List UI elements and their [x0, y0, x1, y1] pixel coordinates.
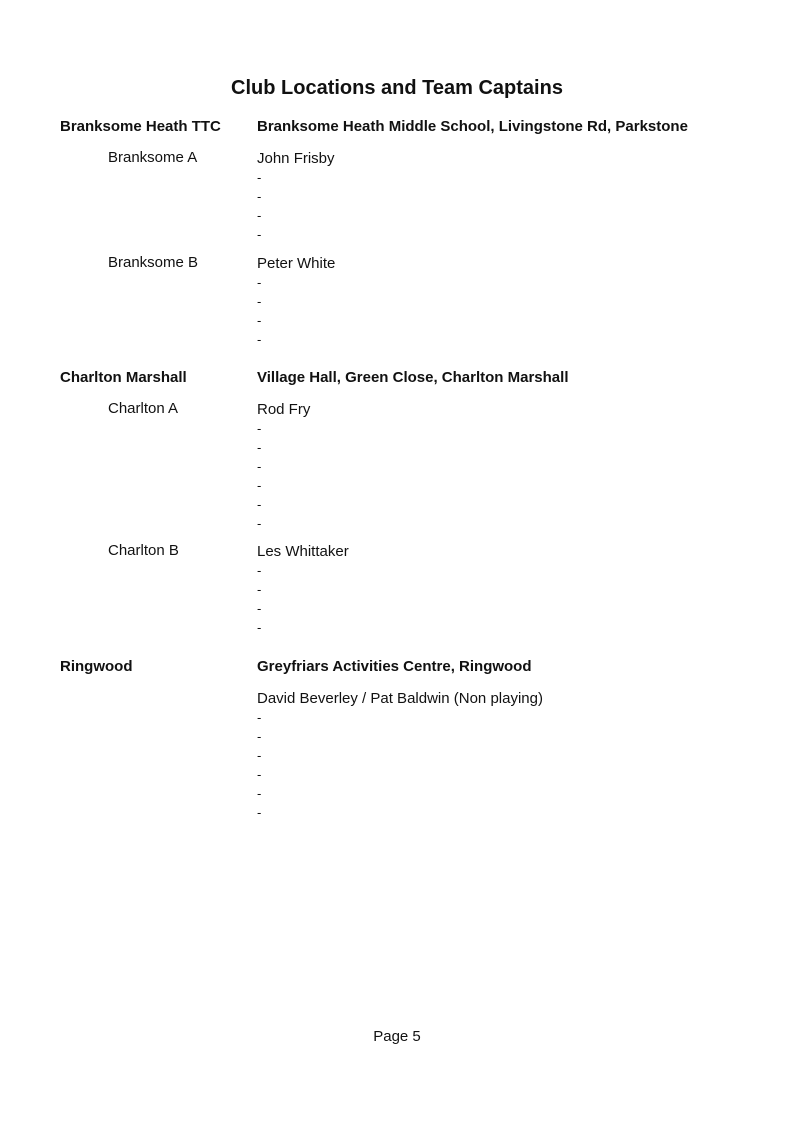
club-name: Charlton Marshall: [60, 369, 187, 386]
club-name: Ringwood: [60, 658, 133, 675]
team-captain: Peter White: [257, 255, 336, 272]
club-header: [0, 118, 794, 140]
contact-line: -: [257, 601, 262, 616]
page-title: Club Locations and Team Captains: [231, 77, 563, 99]
contact-line: -: [257, 275, 262, 290]
team-captain: John Frisby: [257, 150, 335, 167]
contact-line: -: [257, 805, 262, 820]
club-venue: Greyfriars Activities Centre, Ringwood: [257, 658, 532, 675]
club-header: [0, 369, 794, 391]
club-header: [0, 658, 794, 680]
contact-line: -: [257, 497, 262, 512]
team-entry: [0, 542, 794, 637]
contact-line: -: [257, 208, 262, 223]
contact-line: -: [257, 459, 262, 474]
contact-line: -: [257, 516, 262, 531]
contact-line: -: [257, 582, 262, 597]
team-name: Charlton B: [108, 542, 179, 559]
contact-line: -: [257, 440, 262, 455]
club-section: [0, 369, 794, 637]
contact-line: -: [257, 189, 262, 204]
contact-line: -: [257, 294, 262, 309]
page-number: Page 5: [373, 1028, 421, 1045]
contact-line: -: [257, 563, 262, 578]
contact-line: -: [257, 767, 262, 782]
contact-line: -: [257, 227, 262, 242]
contact-line: -: [257, 620, 262, 635]
team-entry: [0, 149, 794, 244]
team-name: Branksome A: [108, 149, 198, 166]
contact-line: -: [257, 710, 262, 725]
club-name: Branksome Heath TTC: [60, 118, 221, 135]
contact-line: -: [257, 332, 262, 347]
contact-line: -: [257, 313, 262, 328]
club-venue: Village Hall, Green Close, Charlton Marshall: [257, 369, 569, 386]
contact-line: -: [257, 729, 262, 744]
team-entry: [0, 689, 794, 822]
team-entry: [0, 400, 794, 533]
team-name: Charlton A: [108, 400, 179, 417]
club-section: [0, 658, 794, 822]
team-captain: Les Whittaker: [257, 543, 349, 560]
team-entry: [0, 254, 794, 349]
club-section: [0, 118, 794, 349]
contact-line: -: [257, 170, 262, 185]
team-captain: Rod Fry: [257, 401, 311, 418]
team-name: Branksome B: [108, 254, 199, 271]
contact-line: -: [257, 786, 262, 801]
contact-line: -: [257, 478, 262, 493]
team-captain: David Beverley / Pat Baldwin (Non playing): [257, 690, 543, 707]
club-venue: Branksome Heath Middle School, Livingstone Rd, Parkstone: [257, 118, 688, 135]
contact-line: -: [257, 421, 262, 436]
contact-line: -: [257, 748, 262, 763]
